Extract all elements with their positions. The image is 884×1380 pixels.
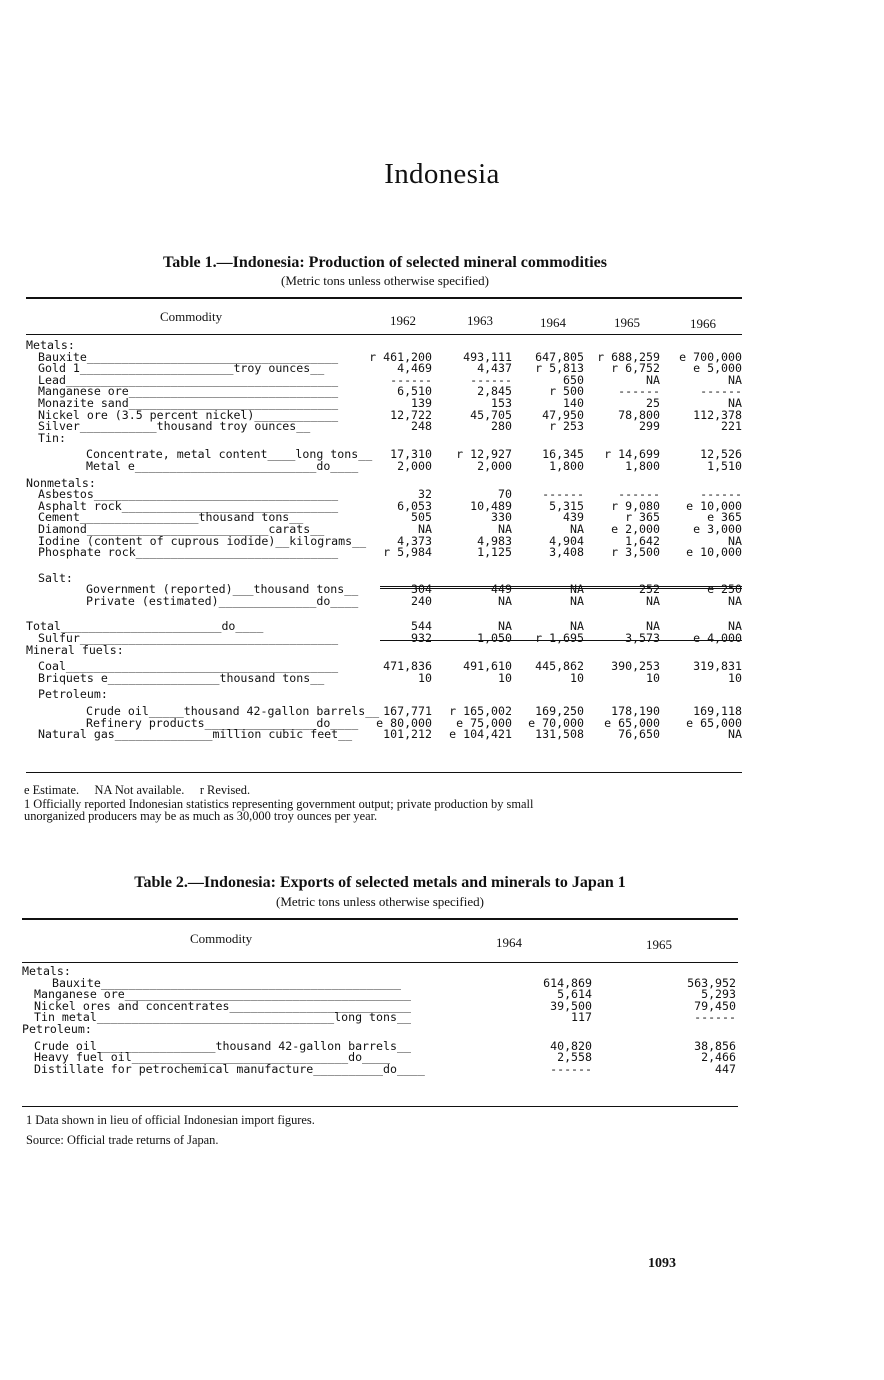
cell-value: 563,952 xyxy=(687,975,736,990)
cell-value: 5,293 xyxy=(701,987,736,1002)
cell-value: 10,489 xyxy=(470,498,512,513)
cell-value: 2,000 xyxy=(397,458,432,473)
row-label: Cement_________________thousand tons__ xyxy=(38,510,304,525)
cell-value: NA xyxy=(498,593,512,608)
row-label: Salt: xyxy=(38,570,73,585)
cell-value: r 461,200 xyxy=(369,349,432,364)
row-label: Manganese ore_________________________________________ xyxy=(34,987,411,1002)
cell-value: r 365 xyxy=(625,510,660,525)
row-label: Coal_______________________________________ xyxy=(38,659,339,674)
row-label: Phosphate rock_____________________________ xyxy=(38,545,339,560)
cell-value: 4,469 xyxy=(397,361,432,376)
cell-value: 493,111 xyxy=(463,349,512,364)
cell-value: r 5,984 xyxy=(383,545,432,560)
cell-value: NA xyxy=(418,521,432,536)
row-label: Nonmetals: xyxy=(26,475,96,490)
row-label: Refinery products________________do____ xyxy=(86,715,359,730)
table1-header-commodity: Commodity xyxy=(160,309,223,324)
cell-value: 101,212 xyxy=(383,727,432,742)
row-label: Mineral fuels: xyxy=(26,642,124,657)
cell-value: 932 xyxy=(411,631,432,646)
cell-value: 280 xyxy=(491,419,512,434)
cell-value: ------ xyxy=(700,487,742,502)
cell-value: NA xyxy=(646,619,660,634)
cell-value: e 365 xyxy=(707,510,742,525)
row-label: Metals: xyxy=(22,964,71,978)
table1-footnote-1-cont: unorganized producers may be as much as 30,000 troy ounces per year. xyxy=(24,809,378,823)
table2-header-1965: 1965 xyxy=(646,937,672,952)
row-label: Bauxite____________________________________ xyxy=(38,349,339,364)
row-label: Iodine (content of cuprous iodide)__kilograms__ xyxy=(38,533,367,548)
table2-source: Source: Official trade returns of Japan. xyxy=(26,1133,219,1147)
cell-value: ------ xyxy=(390,372,432,387)
cell-value: e 10,000 xyxy=(686,545,742,560)
cell-value: 10 xyxy=(570,670,584,685)
table-row xyxy=(26,547,746,559)
cell-value: 17,310 xyxy=(390,447,432,462)
cell-value: 12,722 xyxy=(390,407,432,422)
cell-value: r 14,699 xyxy=(604,447,660,462)
cell-value: 32 xyxy=(418,487,432,502)
row-label: Gold 1______________________troy ounces__ xyxy=(38,361,325,376)
cell-value: 471,836 xyxy=(383,659,432,674)
cell-value: 25 xyxy=(646,395,660,410)
cell-value: 117 xyxy=(571,1010,592,1025)
cell-value: 131,508 xyxy=(535,727,584,742)
cell-value: ------ xyxy=(470,372,512,387)
table-row xyxy=(22,1061,738,1076)
table2-caption: Table 2.—Indonesia: Exports of selected metals and minerals to Japan 1 xyxy=(134,874,626,891)
table1-header-1962: 1962 xyxy=(390,313,416,328)
cell-value: 1,125 xyxy=(477,545,512,560)
cell-value: 16,345 xyxy=(542,447,584,462)
cell-value: 6,510 xyxy=(397,384,432,399)
table1-header-1966: 1966 xyxy=(690,316,716,331)
cell-value: 5,315 xyxy=(549,498,584,513)
cell-value: NA xyxy=(646,372,660,387)
cell-value: 2,845 xyxy=(477,384,512,399)
cell-value: 390,253 xyxy=(611,659,660,674)
table1-header-1965: 1965 xyxy=(614,315,640,330)
cell-value: 1,642 xyxy=(625,533,660,548)
cell-value: r 3,500 xyxy=(611,545,660,560)
table2-footnote-1: 1 Data shown in lieu of official Indonesian import figures. xyxy=(26,1113,315,1127)
table1-header-1964: 1964 xyxy=(540,315,566,330)
table1-note-legend: e Estimate. NA Not available. r Revised. xyxy=(24,783,251,797)
cell-value: 4,437 xyxy=(477,361,512,376)
table1-subtitle: (Metric tons unless otherwise specified) xyxy=(281,273,489,288)
table2-subtitle: (Metric tons unless otherwise specified) xyxy=(276,894,484,909)
row-label: Metal e__________________________do____ xyxy=(86,458,359,473)
cell-value: 5,614 xyxy=(557,987,592,1002)
cell-value: NA xyxy=(646,593,660,608)
row-label: Concentrate, metal content____long tons__ xyxy=(86,447,373,462)
row-label: Tin: xyxy=(38,430,66,445)
cell-value: 167,771 xyxy=(383,704,432,719)
cell-value: NA xyxy=(728,593,742,608)
page-title: Indonesia xyxy=(384,158,500,190)
table-row xyxy=(26,421,746,433)
cell-value: 6,053 xyxy=(397,498,432,513)
cell-value: 169,250 xyxy=(535,704,584,719)
cell-value: 79,450 xyxy=(694,998,736,1013)
cell-value: 248 xyxy=(411,419,432,434)
row-label: Heavy fuel oil_______________________________do____ xyxy=(34,1050,390,1065)
table-row xyxy=(26,430,746,445)
row-label: Tin metal__________________________________long tons__ xyxy=(34,1010,411,1025)
cell-value: 1,050 xyxy=(477,631,512,646)
row-label: Sulfur_____________________________________ xyxy=(38,631,339,646)
row-label: Private (estimated)______________do____ xyxy=(86,593,359,608)
cell-value: e 104,421 xyxy=(449,727,512,742)
page-number: 1093 xyxy=(648,1256,676,1271)
cell-value: 70 xyxy=(498,487,512,502)
row-label: Manganese ore______________________________ xyxy=(38,384,339,399)
row-label: Petroleum: xyxy=(38,687,108,702)
row-label: Nickel ore (3.5 percent nickel)____________ xyxy=(38,407,339,422)
cell-value: 647,805 xyxy=(535,349,584,364)
cell-value: r 5,813 xyxy=(535,361,584,376)
cell-value: ------ xyxy=(694,1010,736,1025)
cell-value: 449 xyxy=(491,582,512,597)
cell-value: 3,408 xyxy=(549,545,584,560)
cell-value: 491,610 xyxy=(463,659,512,674)
cell-value: e 10,000 xyxy=(686,498,742,513)
cell-value: e 700,000 xyxy=(679,349,742,364)
row-label: Petroleum: xyxy=(22,1021,92,1036)
row-label: Briquets e________________thousand tons__ xyxy=(38,670,325,685)
row-label: Silver___________thousand troy ounces__ xyxy=(38,419,311,434)
cell-value: 169,118 xyxy=(693,704,742,719)
cell-value: 2,000 xyxy=(477,458,512,473)
table-row xyxy=(26,458,746,473)
cell-value: r 165,002 xyxy=(449,704,512,719)
row-label: Natural gas______________million cubic feet__ xyxy=(38,727,353,742)
table2-body xyxy=(22,966,738,1075)
row-label: Diamond__________________________carats__ xyxy=(38,521,325,536)
row-label: Crude oil_________________thousand 42-gallon barrels__ xyxy=(34,1038,411,1053)
row-label: Lead_______________________________________ xyxy=(38,372,339,387)
cell-value: 4,373 xyxy=(397,533,432,548)
cell-value: 12,526 xyxy=(700,447,742,462)
row-label: Crude oil_____thousand 42-gallon barrels__ xyxy=(86,704,380,719)
cell-value: 319,831 xyxy=(693,659,742,674)
cell-value: 139 xyxy=(411,395,432,410)
cell-value: e 4,000 xyxy=(693,631,742,646)
cell-value: 299 xyxy=(639,419,660,434)
cell-value: NA xyxy=(570,619,584,634)
cell-value: 10 xyxy=(728,670,742,685)
cell-value: ------ xyxy=(618,487,660,502)
cell-value: ------ xyxy=(700,384,742,399)
cell-value: r 1,695 xyxy=(535,631,584,646)
cell-value: 439 xyxy=(563,510,584,525)
cell-value: NA xyxy=(728,395,742,410)
cell-value: NA xyxy=(728,372,742,387)
cell-value: 10 xyxy=(646,670,660,685)
cell-value: 650 xyxy=(563,372,584,387)
cell-value: 10 xyxy=(418,670,432,685)
cell-value: ------ xyxy=(542,487,584,502)
cell-value: e 3,000 xyxy=(693,521,742,536)
cell-value: r 9,080 xyxy=(611,498,660,513)
cell-value: 39,500 xyxy=(550,998,592,1013)
row-label: Bauxite___________________________________________ xyxy=(52,975,402,990)
table-row xyxy=(26,593,746,608)
cell-value: e 5,000 xyxy=(693,361,742,376)
table2-header-commodity: Commodity xyxy=(190,931,253,946)
cell-value: NA xyxy=(728,533,742,548)
table-row xyxy=(26,642,746,657)
cell-value: e 70,000 xyxy=(528,715,584,730)
cell-value: 76,650 xyxy=(618,727,660,742)
cell-value: 40,820 xyxy=(550,1038,592,1053)
cell-value: 140 xyxy=(563,395,584,410)
cell-value: 445,862 xyxy=(535,659,584,674)
cell-value: e 80,000 xyxy=(376,715,432,730)
cell-value: NA xyxy=(570,521,584,536)
cell-value: 614,869 xyxy=(543,975,592,990)
cell-value: 78,800 xyxy=(618,407,660,422)
cell-value: 2,466 xyxy=(701,1050,736,1065)
cell-value: e 65,000 xyxy=(604,715,660,730)
cell-value: NA xyxy=(728,727,742,742)
cell-value: r 500 xyxy=(549,384,584,399)
cell-value: 544 xyxy=(411,619,432,634)
cell-value: NA xyxy=(498,521,512,536)
table-row xyxy=(22,1012,738,1024)
cell-value: 330 xyxy=(491,510,512,525)
row-label: Nickel ores and concentrates__________________________ xyxy=(34,998,411,1013)
cell-value: ------ xyxy=(550,1061,592,1076)
cell-value: r 688,259 xyxy=(597,349,660,364)
cell-value: 45,705 xyxy=(470,407,512,422)
cell-value: NA xyxy=(570,593,584,608)
cell-value: 4,904 xyxy=(549,533,584,548)
cell-value: 304 xyxy=(411,582,432,597)
table1-caption: Table 1.—Indonesia: Production of selected mineral commodities xyxy=(163,254,607,271)
cell-value: 178,190 xyxy=(611,704,660,719)
cell-value: 447 xyxy=(715,1061,736,1076)
row-label: Government (reported)___thousand tons__ xyxy=(86,582,359,597)
table-row xyxy=(26,670,746,685)
cell-value: NA xyxy=(570,582,584,597)
cell-value: 1,800 xyxy=(549,458,584,473)
cell-value: 3,573 xyxy=(625,631,660,646)
cell-value: 153 xyxy=(491,395,512,410)
cell-value: 38,856 xyxy=(694,1038,736,1053)
row-label: Asbestos___________________________________ xyxy=(38,487,339,502)
cell-value: 240 xyxy=(411,593,432,608)
cell-value: r 253 xyxy=(549,419,584,434)
table-row xyxy=(22,1021,738,1036)
cell-value: e 250 xyxy=(707,582,742,597)
cell-value: 47,950 xyxy=(542,407,584,422)
row-label: Monazite sand______________________________ xyxy=(38,395,339,410)
table-row xyxy=(26,689,746,701)
cell-value: e 65,000 xyxy=(686,715,742,730)
row-label: Asphalt rock_______________________________ xyxy=(38,498,339,513)
cell-value: 10 xyxy=(498,670,512,685)
cell-value: 221 xyxy=(721,419,742,434)
cell-value: 2,558 xyxy=(557,1050,592,1065)
row-label: Distillate for petrochemical manufacture__________do____ xyxy=(34,1061,425,1076)
cell-value: 252 xyxy=(639,582,660,597)
table1-header-1963: 1963 xyxy=(467,313,493,328)
cell-value: r 6,752 xyxy=(611,361,660,376)
row-label: Metals: xyxy=(26,338,75,352)
cell-value: 4,983 xyxy=(477,533,512,548)
cell-value: 505 xyxy=(411,510,432,525)
cell-value: ------ xyxy=(618,384,660,399)
cell-value: NA xyxy=(728,619,742,634)
cell-value: 1,510 xyxy=(707,458,742,473)
cell-value: e 75,000 xyxy=(456,715,512,730)
cell-value: 1,800 xyxy=(625,458,660,473)
table2-header-1964: 1964 xyxy=(496,935,522,950)
cell-value: NA xyxy=(498,619,512,634)
row-label: Total_______________________do____ xyxy=(26,619,264,634)
table1-body xyxy=(26,340,746,741)
table-row xyxy=(26,729,746,741)
table1-footnote-1: 1 Officially reported Indonesian statistics representing government output; private production by small xyxy=(24,797,534,811)
cell-value: 112,378 xyxy=(693,407,742,422)
table-row xyxy=(26,633,746,645)
cell-value: e 2,000 xyxy=(611,521,660,536)
cell-value: r 12,927 xyxy=(456,447,512,462)
